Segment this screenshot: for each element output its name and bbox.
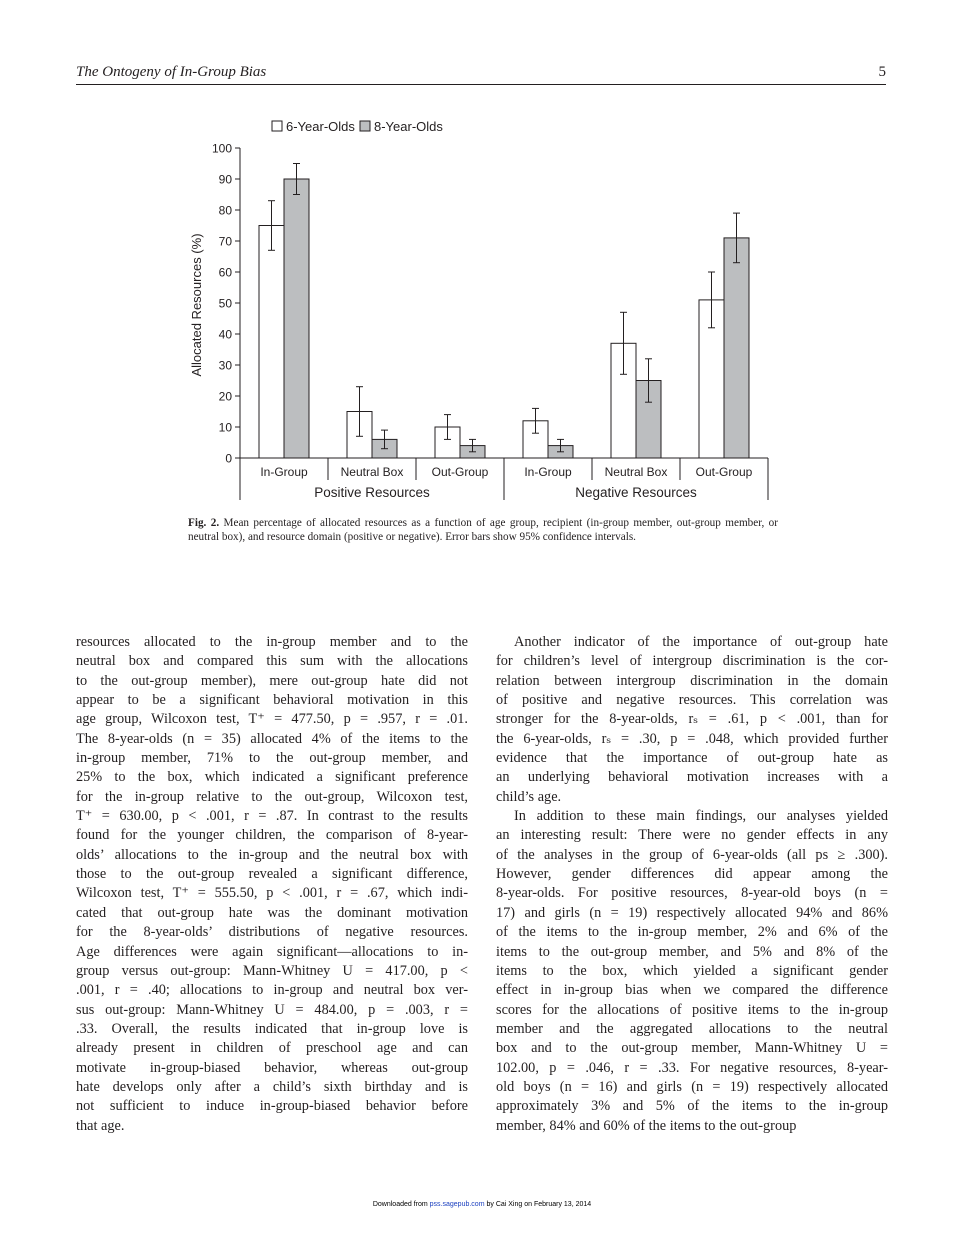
text-line: relation between intergroup discrimination in the domain <box>496 672 888 689</box>
footer-link[interactable]: pss.sagepub.com <box>429 1201 485 1208</box>
legend-swatch <box>272 121 282 131</box>
running-title: The Ontogeny of In-Group Bias <box>76 64 267 80</box>
text-line: effect in in-group bias when we compared the difference <box>496 982 888 999</box>
text-line: appear to be a significant behavioral motivation in this <box>76 692 468 709</box>
text-line: 8-year-olds. For positive resources, 8-year-old boys (n = <box>496 885 888 902</box>
text-line: already present in children of preschool age and can <box>76 1040 468 1057</box>
text-line: of the items to the in-group member, 2% and 6% of the <box>496 924 888 941</box>
y-tick-label: 80 <box>218 203 232 218</box>
x-tick-label: Out-Group <box>431 465 489 479</box>
domain-label: Positive Resources <box>314 485 430 500</box>
x-tick-label: Neutral Box <box>340 465 404 479</box>
text-line: scores for the allocations of positive items to the in-group <box>496 1001 888 1018</box>
text-line: those to the out-group revealed a significant difference, <box>76 866 468 883</box>
text-line: for the in-group relative to the out-group, Wilcoxon test, <box>76 788 468 805</box>
y-tick-label: 70 <box>218 234 232 249</box>
text-line: age group, Wilcoxon test, T⁺ = 477.50, p = .957, r = .01. <box>76 711 468 728</box>
text-line: .001, r = .40; allocations to in-group and neutral box ver- <box>76 982 468 999</box>
text-line: .33. Overall, the results indicated that in-group love is <box>76 1020 468 1037</box>
y-tick-label: 90 <box>218 172 232 187</box>
text-line: old boys (n = 16) and girls (n = 19) respectively allocated <box>496 1078 888 1095</box>
x-tick-label: Out-Group <box>695 465 753 479</box>
body-column-left <box>76 633 468 1136</box>
text-line: sus out-group: Mann-Whitney U = 484.00, p = .003, r = <box>76 1001 468 1018</box>
text-line: cated that out-group hate was the dominant motivation <box>76 904 468 921</box>
text-line: However, gender differences did appear among the <box>496 866 888 883</box>
caption-label: Fig. 2. <box>188 517 220 529</box>
y-tick-label: 60 <box>218 265 232 280</box>
body-column-right <box>496 633 888 1136</box>
text-line: Age differences were again significant—allocations to in- <box>76 943 468 960</box>
legend-swatch <box>360 121 370 131</box>
text-line: stronger for the 8-year-olds, rₛ = .61, p < .001, than for <box>496 711 888 728</box>
text-line: not sufficient to induce in-group-biased behavior before <box>76 1098 468 1115</box>
footer-suffix: by Cai Xing on February 13, 2014 <box>484 1201 592 1208</box>
text-line: approximately 3% and 5% of the items to the in-group <box>496 1098 888 1115</box>
text-line: an underlying behavioral motivation increases with a <box>496 769 888 786</box>
x-tick-label: Neutral Box <box>604 465 668 479</box>
bar-chart <box>0 0 964 600</box>
y-tick-label: 0 <box>225 451 232 466</box>
text-line: in-group member, 71% to the out-group member, and <box>76 750 468 767</box>
y-tick-label: 30 <box>218 358 232 373</box>
text-line: evidence that the importance of out-group hate as <box>496 750 888 767</box>
page-number: 5 <box>878 64 886 80</box>
domain-label: Negative Resources <box>575 485 697 500</box>
bar <box>284 179 309 458</box>
legend-label: 8-Year-Olds <box>374 119 443 134</box>
text-line: found for the younger children, the comparison of 8-year- <box>76 827 468 844</box>
text-line: 17) and girls (n = 19) respectively allocated 94% and 86% <box>496 904 888 921</box>
bar <box>259 226 284 459</box>
text-line: Another indicator of the importance of out-group hate <box>514 634 888 650</box>
text-line: an interesting result: There were no gender effects in any <box>496 827 888 844</box>
text-line: olds’ allocations to the in-group and the neutral box with <box>76 846 468 863</box>
y-axis-label: Allocated Resources (%) <box>189 233 204 377</box>
download-footer <box>0 1201 964 1208</box>
text-line: group versus out-group: Mann-Whitney U = 417.00, p < <box>76 962 468 979</box>
text-line: In addition to these main findings, our analyses yielded <box>514 808 888 825</box>
bar <box>724 238 749 458</box>
footer-prefix: Downloaded from <box>372 1201 430 1208</box>
y-tick-label: 40 <box>218 327 232 342</box>
caption-text: Mean percentage of allocated resources as a function of age group, recipient (in-group member, out-group member, or neutral box), and resource domain (positive or negative). Error bars show 95% confidence intervals. <box>188 517 779 543</box>
figure-caption <box>188 516 778 544</box>
x-tick-label: In-Group <box>260 465 308 479</box>
text-line: neutral box and compared this sum with the allocations <box>76 653 468 670</box>
text-line: resources allocated to the in-group member and to the <box>76 634 468 650</box>
text-line: 102.00, p = .046, r = .33. For negative resources, 8-year- <box>496 1059 888 1076</box>
text-line: hate develops only after a child’s sixth birthday and is <box>76 1078 468 1095</box>
y-tick-label: 100 <box>211 141 232 156</box>
y-tick-label: 50 <box>218 296 232 311</box>
text-line: member, 84% and 60% of the items to the out-group <box>496 1117 797 1134</box>
text-line: items to the out-group member, and 5% and 8% of the <box>496 943 888 960</box>
text-line: Wilcoxon test, T⁺ = 555.50, p < .001, r = .67, which indi- <box>76 885 468 902</box>
text-line: The 8-year-olds (n = 35) allocated 4% of the items to the <box>76 730 468 747</box>
y-tick-label: 10 <box>218 420 232 435</box>
text-line: for the 8-year-olds’ distributions of negative resources. <box>76 924 468 941</box>
text-line: the 6-year-olds, rₛ = .30, p = .048, which provided further <box>496 730 888 747</box>
text-line: of the analyses in the group of 6-year-olds (all ps ≥ .300). <box>496 846 888 863</box>
text-line: of positive and negative resources. This correlation was <box>496 692 888 709</box>
text-line: T⁺ = 630.00, p < .001, r = .87. In contrast to the results <box>76 808 468 825</box>
x-tick-label: In-Group <box>524 465 572 479</box>
text-line: for children’s level of intergroup discrimination is the cor- <box>496 653 888 670</box>
text-line: member and the aggregated allocations to the neutral <box>496 1020 888 1037</box>
text-line: items to the box, which yielded a significant gender <box>496 962 888 979</box>
legend-label: 6-Year-Olds <box>286 119 355 134</box>
text-line: box and to the out-group member, Mann-Whitney U = <box>496 1040 888 1057</box>
text-line: child’s age. <box>496 788 562 805</box>
text-line: motivate in-group-biased behavior, whereas out-group <box>76 1059 468 1076</box>
text-line: 25% to the box, which indicated a significant preference <box>76 769 468 786</box>
text-line: to the out-group member), mere out-group hate did not <box>76 672 468 689</box>
text-line: that age. <box>76 1117 125 1134</box>
y-tick-label: 20 <box>218 389 232 404</box>
